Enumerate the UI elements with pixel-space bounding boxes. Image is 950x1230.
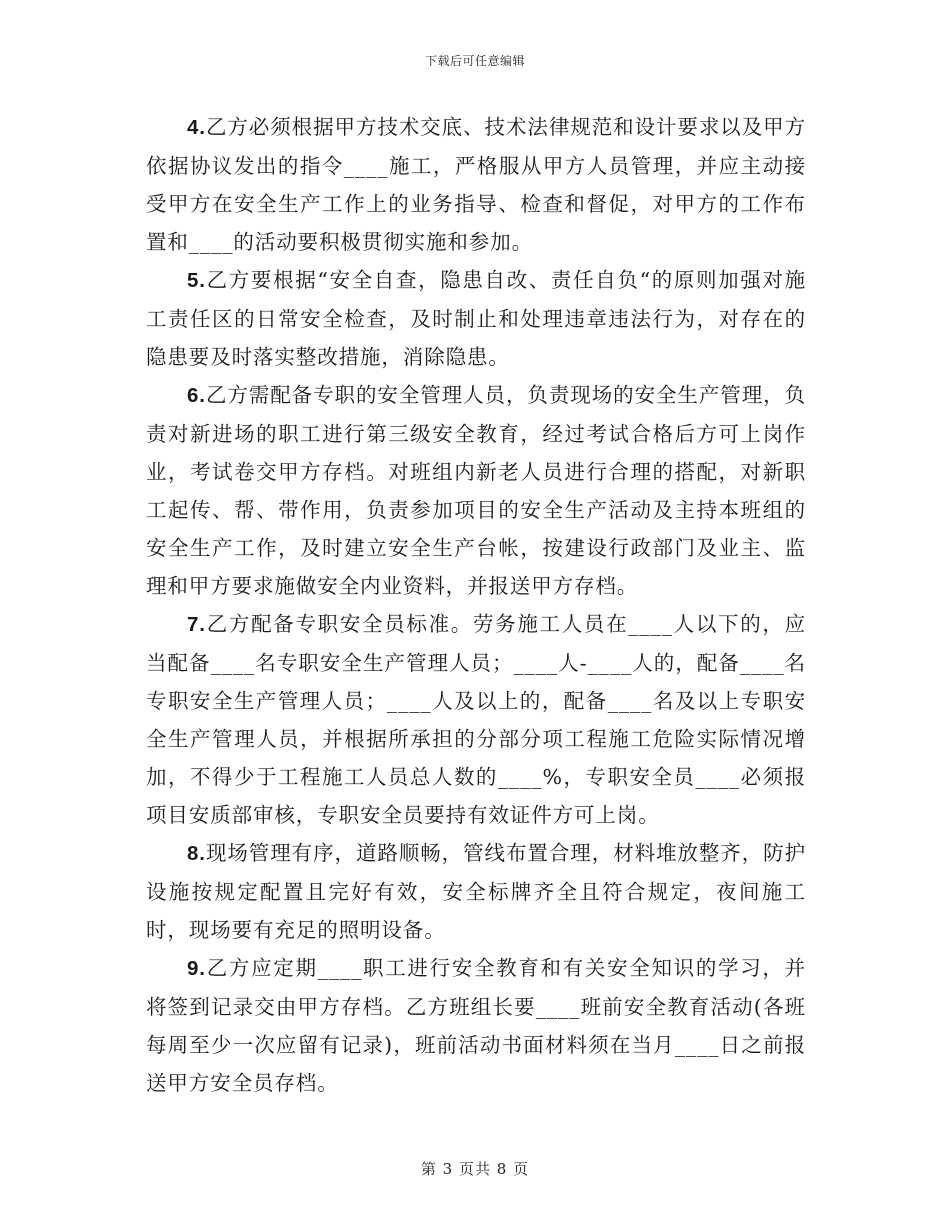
page-footer: 第 3 页共 8 页 [420,1160,530,1178]
clause-text: 现场管理有序，道路顺畅，管线布置合理，材料堆放整齐，防护设施按规定配置且完好有效，安全标牌齐全且符合规定，夜间施工时，现场要有充足的照明设备。 [146,841,806,942]
clause-number: 8. [187,842,206,865]
clause-9 [146,949,806,1102]
clause-7 [146,605,806,834]
page-header: 下载后可任意编辑 [424,54,525,68]
clause-text: 乙方要根据“安全自查，隐患自改、责任自负“的原则加强对施工责任区的日常安全检查，及时制止和处理违章违法行为，对存在的隐患要及时落实整改措施，消除隐患。 [146,268,806,369]
clause-number: 4. [187,116,206,139]
document-body [146,108,806,1102]
clause-text: 乙方必须根据甲方技术交底、技术法律规范和设计要求以及甲方依据协议发出的指令____施工，严格服从甲方人员管理，并应主动接受甲方在安全生产工作上的业务指导、检查和督促，对甲方的工作布置和____的活动要积极贯彻实施和参加。 [146,115,806,254]
clause-4 [146,108,806,261]
clause-number: 5. [187,269,206,292]
clause-5 [146,261,806,376]
clause-text: 乙方配备专职安全员标准。劳务施工人员在____人以下的，应当配备____名专职安全生产管理人员；____人-____人的，配备____名专职安全生产管理人员；____人及以上的，配备____名及以上专职安全生产管理人员，并根据所承担的分部分项工程施工危险实际情况增加，不得少于工程施工人员总人数的____%，专职安全员____必须报项目安质部审核，专职安全员要持有效证件方可上岗。 [146,612,806,827]
clause-number: 7. [187,613,206,636]
clause-6 [146,376,806,605]
clause-text: 乙方应定期____职工进行安全教育和有关安全知识的学习，并将签到记录交由甲方存档。乙方班组长要____班前安全教育活动(各班每周至少一次应留有记录)，班前活动书面材料须在当月____日之前报送甲方安全员存档。 [146,956,806,1095]
clause-number: 6. [187,384,206,407]
clause-text: 乙方需配备专职的安全管理人员，负责现场的安全生产管理，负责对新进场的职工进行第三级安全教育，经过考试合格后方可上岗作业，考试卷交甲方存档。对班组内新老人员进行合理的搭配，对新职工起传、帮、带作用，负责参加项目的安全生产活动及主持本班组的安全生产工作，及时建立安全生产台帐，按建设行政部门及业主、监理和甲方要求施做安全内业资料，并报送甲方存档。 [146,383,806,598]
clause-number: 9. [187,957,206,980]
clause-8 [146,834,806,949]
